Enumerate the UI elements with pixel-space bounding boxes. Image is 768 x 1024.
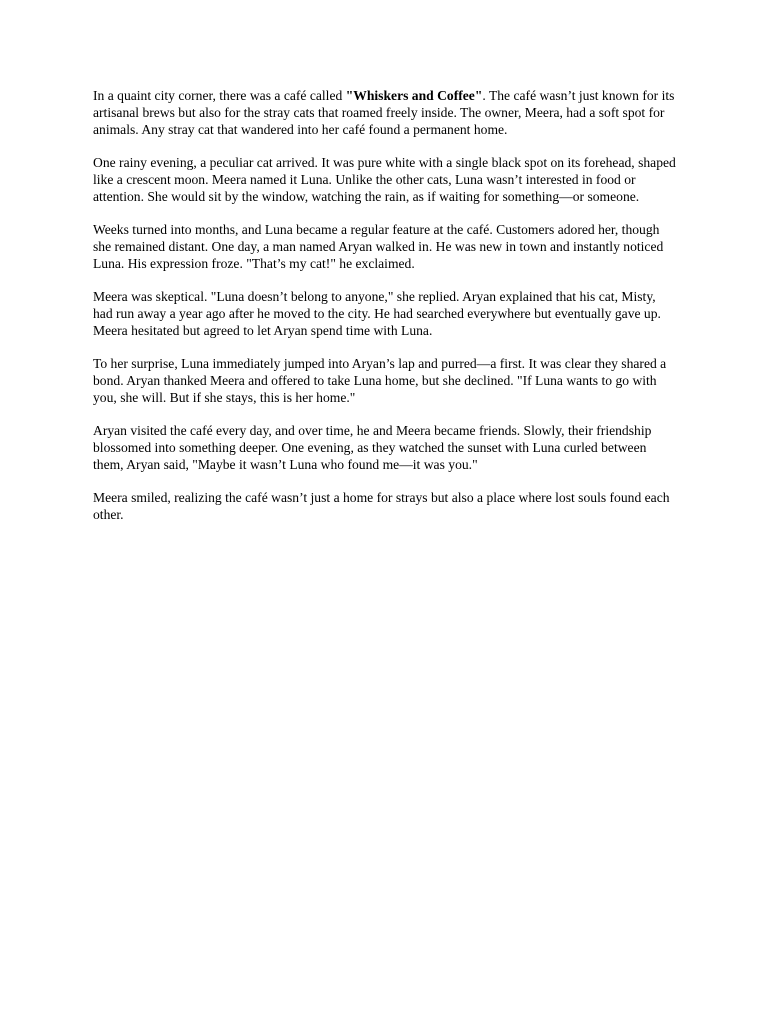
paragraph-1	[93, 87, 678, 138]
paragraph-6: Aryan visited the café every day, and over time, he and Meera became friends. Slowly, their friendship blossomed into something deeper. One evening, as they watched the sunset with Luna curled between them, Aryan said, "Maybe it wasn’t Luna who found me—it was you."	[93, 423, 652, 472]
cafe-name: "Whiskers and Coffee"	[345, 88, 483, 103]
paragraph-5: To her surprise, Luna immediately jumped into Aryan’s lap and purred—a first. It was clear they shared a bond. Aryan thanked Meera and offered to take Luna home, but she declined. "If Luna wants to go with you, she will. But if she stays, this is her home."	[93, 356, 667, 405]
paragraph-1-rest: . The café wasn’t just known for its artisanal brews but also for the stray cats that roamed freely inside. The owner, Meera, had a soft spot for animals. Any stray cat that wandered into her café found a permanent home.	[93, 88, 675, 137]
story-body	[93, 87, 678, 539]
paragraph-7: Meera smiled, realizing the café wasn’t just a home for strays but also a place where lost souls found each other.	[93, 490, 670, 522]
paragraph-2: One rainy evening, a peculiar cat arrived. It was pure white with a single black spot on its forehead, shaped like a crescent moon. Meera named it Luna. Unlike the other cats, Luna wasn’t interested in food or attention. She would sit by the window, watching the rain, as if waiting for something—or someone.	[93, 155, 676, 204]
paragraph-3: Weeks turned into months, and Luna became a regular feature at the café. Customers adored her, though she remained distant. One day, a man named Aryan walked in. He was new in town and instantly noticed Luna. His expression froze. "That’s my cat!" he exclaimed.	[93, 222, 664, 271]
paragraph-4: Meera was skeptical. "Luna doesn’t belong to anyone," she replied. Aryan explained that his cat, Misty, had run away a year ago after he moved to the city. He had searched everywhere but eventually gave up. Meera hesitated but agreed to let Aryan spend time with Luna.	[93, 289, 661, 338]
paragraph-1-intro: In a quaint city corner, there was a café called	[93, 88, 346, 103]
